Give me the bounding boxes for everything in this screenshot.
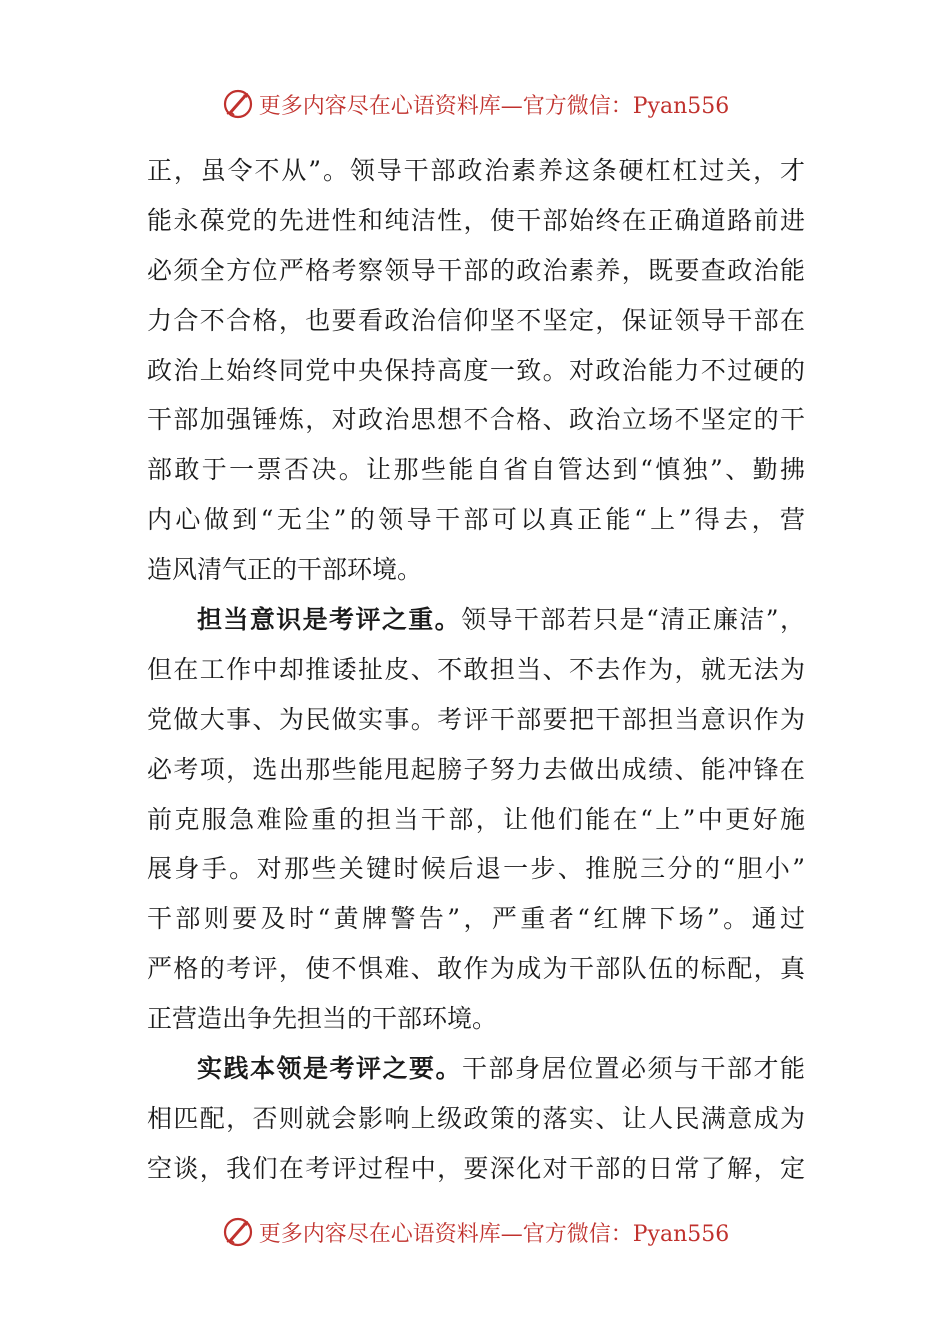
text-line: 相匹配，否则就会影响上级政策的落实、让人民满意成为 [147,1103,805,1133]
pen-logo-icon [221,87,255,121]
text-line: 造风清气正的干部环境。 [147,555,423,585]
text-line: 正，虽令不从”。领导干部政治素养这条硬杠杠过关，才 [147,156,805,185]
text-line: 力合不合格，也要看政治信仰坚不坚定，保证领导干部在 [147,305,805,335]
text-line: 干部则要及时“黄牌警告”，严重者“红牌下场”。通过 [147,904,805,934]
text-line: 展身手。对那些关键时候后退一步、推脱三分的“胆小” [147,854,805,884]
text-line: 能永葆党的先进性和纯洁性，使干部始终在正确道路前进 [147,205,805,235]
section-heading: 实践本领是考评之要。 [197,1054,462,1084]
text-line: 干部加强锤炼，对政治思想不合格、政治立场不坚定的干 [147,405,805,435]
text-line: 严格的考评，使不惧难、敢作为成为干部队伍的标配，真 [147,954,805,984]
text-line: 前克服急难险重的担当干部，让他们能在“上”中更好施 [147,804,805,834]
text-line: 政治上始终同党中央保持高度一致。对政治能力不过硬的 [147,355,805,385]
footer-banner-text: 更多内容尽在心语资料库—官方微信：Pyan556 [258,1221,730,1247]
text-line: 但在工作中却推诿扯皮、不敢担当、不去作为，就无法为 [147,654,805,684]
text-line: 内心做到“无尘”的领导干部可以真正能“上”得去，营 [147,505,805,535]
footer-banner [0,1212,950,1252]
text-run: 领导干部若只是“清正廉洁”， [461,605,805,635]
text-line: 部敢于一票否决。让那些能自省自管达到“慎独”、勤拂 [147,455,805,485]
header-banner [0,84,950,124]
text-line: 空谈，我们在考评过程中，要深化对干部的日常了解，定 [147,1153,805,1183]
pen-logo-icon [221,1215,255,1249]
text-line: 必须全方位严格考察领导干部的政治素养，既要查政治能 [147,255,805,285]
document-body [147,146,805,1194]
section-heading: 担当意识是考评之重。 [197,605,462,635]
paragraph-first-line [147,1044,805,1094]
text-line: 必考项，选出那些能甩起膀子努力去做出成绩、能冲锋在 [147,754,805,784]
paragraph-first-line [147,595,805,645]
text-run: 干部身居位置必须与干部才能 [462,1054,805,1084]
text-line: 正营造出争先担当的干部环境。 [147,1004,498,1034]
text-line: 党做大事、为民做实事。考评干部要把干部担当意识作为 [147,704,805,734]
header-banner-text: 更多内容尽在心语资料库—官方微信：Pyan556 [258,93,730,119]
